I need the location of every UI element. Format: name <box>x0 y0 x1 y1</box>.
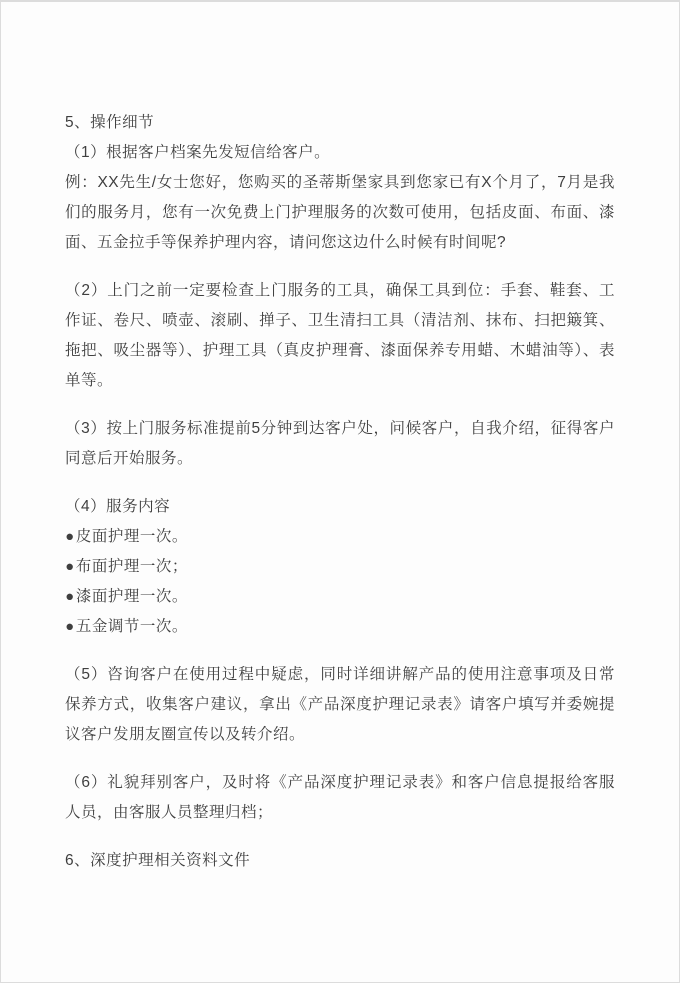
list-item-label: 漆面护理一次。 <box>75 588 188 605</box>
list-item <box>65 552 615 582</box>
document-content <box>1 2 679 876</box>
list-item-label: 五金调节一次。 <box>75 618 188 635</box>
bullet-icon: ● <box>65 558 75 575</box>
step-4-heading: （4）服务内容 <box>65 498 171 515</box>
section-5-heading: 5、操作细节 <box>65 114 155 131</box>
step-5-text: （5）咨询客户在使用过程中疑虑，同时详细讲解产品的使用注意事项及日常保养方式，收集客户建议，拿出《产品深度护理记录表》请客户填写并委婉提议客户发朋友圈宣传以及转介绍。 <box>65 666 615 743</box>
list-item-label: 布面护理一次； <box>75 558 188 575</box>
list-item <box>65 582 615 612</box>
step-1-example-text: 例：XX先生/女士您好，您购买的圣蒂斯堡家具到您家已有X个月了，7月是我们的服务月，您有一次免费上门护理服务的次数可使用，包括皮面、布面、漆面、五金拉手等保养护理内容，请问您这边什么时候有时间呢? <box>65 174 615 251</box>
bullet-icon: ● <box>65 588 75 605</box>
bullet-icon: ● <box>65 618 75 635</box>
service-content-list <box>65 522 615 642</box>
list-item <box>65 522 615 552</box>
list-item-label: 皮面护理一次。 <box>75 528 188 545</box>
step-6-text: （6）礼貌拜别客户，及时将《产品深度护理记录表》和客户信息提报给客服人员，由客服人员整理归档； <box>65 774 615 821</box>
step-2-text: （2）上门之前一定要检查上门服务的工具，确保工具到位：手套、鞋套、工作证、卷尺、喷壶、滚刷、掸子、卫生清扫工具（清洁剂、抹布、扫把簸箕、拖把、吸尘器等）、护理工具（真皮护理膏、漆面保养专用蜡、木蜡油等）、表单等。 <box>65 282 615 389</box>
step-1-text: （1）根据客户档案先发短信给客户。 <box>65 144 331 161</box>
step-3-text: （3）按上门服务标准提前5分钟到达客户处，问候客户，自我介绍，征得客户同意后开始服务。 <box>65 420 615 467</box>
bullet-icon: ● <box>65 528 75 545</box>
section-6-heading: 6、深度护理相关资料文件 <box>65 852 251 869</box>
list-item <box>65 612 615 642</box>
